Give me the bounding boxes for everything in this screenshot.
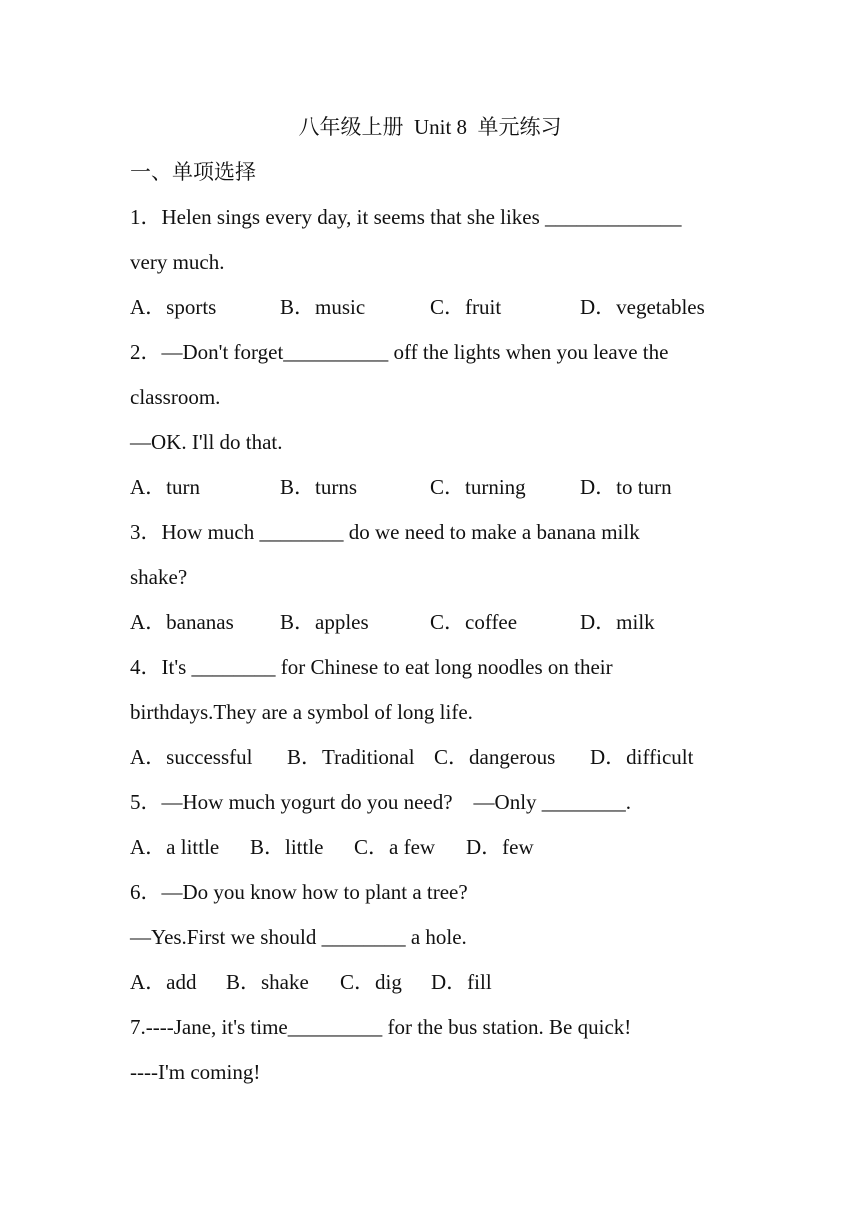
question-4-option-d: D．difficult xyxy=(590,745,694,769)
question-1-option-c: C．fruit xyxy=(430,295,502,319)
question-2-option-c: C．turning xyxy=(430,475,526,499)
document-title: 八年级上册 Unit 8 单元练习 xyxy=(298,115,562,139)
question-1-option-d: D．vegetables xyxy=(580,295,705,319)
question-2-option-a: A．turn xyxy=(130,475,200,499)
question-6-stem-line-2: —Yes.First we should ________ a hole. xyxy=(130,925,467,949)
question-2-option-b: B．turns xyxy=(280,475,358,499)
question-5-option-d: D．few xyxy=(466,835,534,859)
question-4-option-a: A．successful xyxy=(130,745,253,769)
question-1-stem-line-1: 1．Helen sings every day, it seems that she likes _____________ xyxy=(130,205,682,229)
question-6-option-d: D．fill xyxy=(431,970,492,994)
question-3-stem-line-2: shake? xyxy=(130,565,188,589)
question-2-stem-line-1: 2．—Don't forget__________ off the lights when you leave the xyxy=(130,340,669,364)
question-4-stem-line-2: birthdays.They are a symbol of long life. xyxy=(130,700,473,724)
question-4-stem-line-1: 4．It's ________ for Chinese to eat long noodles on their xyxy=(130,655,613,679)
question-6-stem-line-1: 6．—Do you know how to plant a tree? xyxy=(130,880,468,904)
question-3-stem-line-1: 3．How much ________ do we need to make a banana milk xyxy=(130,520,640,544)
question-7-stem-line-2: ----I'm coming! xyxy=(130,1060,261,1084)
question-1-option-b: B．music xyxy=(280,295,366,319)
question-3-option-d: D．milk xyxy=(580,610,655,634)
question-2-option-d: D．to turn xyxy=(580,475,672,499)
section-heading: 一、单项选择 xyxy=(130,160,256,184)
question-6-option-a: A．add xyxy=(130,970,197,994)
question-3-option-c: C．coffee xyxy=(430,610,518,634)
question-1-stem-line-2: very much. xyxy=(130,250,225,274)
question-1-option-a: A．sports xyxy=(130,295,217,319)
question-7-stem-line-1: 7.----Jane, it's time_________ for the bus station. Be quick! xyxy=(130,1015,632,1039)
question-4-option-c: C．dangerous xyxy=(434,745,556,769)
question-2-stem-line-3: —OK. I'll do that. xyxy=(130,430,283,454)
question-5-option-c: C．a few xyxy=(354,835,436,859)
question-5-stem-line-1: 5．—How much yogurt do you need? —Only ________. xyxy=(130,790,632,814)
question-4-option-b: B．Traditional xyxy=(287,745,415,769)
question-3-option-b: B．apples xyxy=(280,610,369,634)
question-3-option-a: A．bananas xyxy=(130,610,234,634)
question-5-option-a: A．a little xyxy=(130,835,220,859)
question-6-option-b: B．shake xyxy=(226,970,309,994)
question-2-stem-line-2: classroom. xyxy=(130,385,221,409)
question-5-option-b: B．little xyxy=(250,835,324,859)
question-6-option-c: C．dig xyxy=(340,970,402,994)
